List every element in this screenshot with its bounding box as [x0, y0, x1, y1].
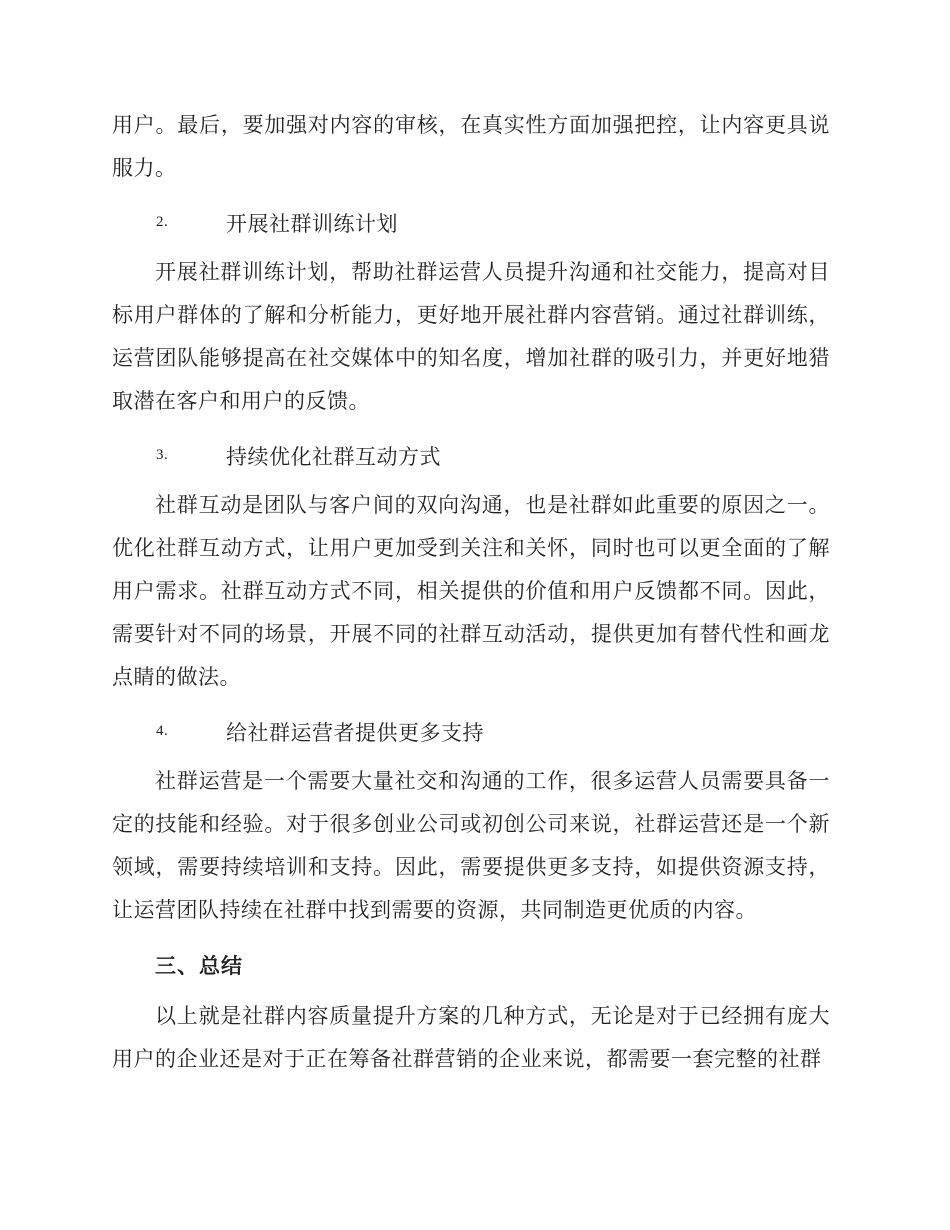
- list-number: 3.: [156, 447, 169, 463]
- spacer: [112, 932, 830, 936]
- list-title: 持续优化社群互动方式: [226, 444, 441, 469]
- summary-paragraph: 以上就是社群内容质量提升方案的几种方式，无论是对于已经拥有庞大用户的企业还是对于正在筹备社群营销的企业来说，都需要一套完整的社群: [112, 1004, 830, 1071]
- list-number: 2.: [156, 214, 169, 230]
- section-heading: 三、总结: [155, 954, 243, 978]
- list-item-heading: [112, 434, 830, 477]
- list-title: 给社群运营者提供更多支持: [226, 720, 484, 745]
- document-page: [112, 104, 830, 1081]
- list-item-body: 开展社群训练计划，帮助社群运营人员提升沟通和社交能力，提高对目标用户群体的了解和分析能力，更好地开展社群内容营销。通过社群训练，运营团队能够提高在社交媒体中的知名度，增加社群的吸引力，并更好地猎取潜在客户和用户的反馈。: [112, 260, 830, 413]
- list-number: 4.: [156, 723, 169, 739]
- list-item-body: 社群运营是一个需要大量社交和沟通的工作，很多运营人员需要具备一定的技能和经验。对于很多创业公司或初创公司来说，社群运营还是一个新领域，需要持续培训和支持。因此，需要提供更多支持，如提供资源支持，让运营团队持续在社群中找到需要的资源，共同制造更优质的内容。: [112, 769, 830, 922]
- list-item-body: 社群互动是团队与客户间的双向沟通，也是社群如此重要的原因之一。优化社群互动方式，让用户更加受到关注和关怀，同时也可以更全面的了解用户需求。社群互动方式不同，相关提供的价值和用户反馈都不同。因此，需要针对不同的场景，开展不同的社群互动活动，提供更加有替代性和画龙点睛的做法。: [112, 493, 830, 689]
- list-item-heading: [112, 201, 830, 244]
- list-item-heading: [112, 710, 830, 753]
- list-title: 开展社群训练计划: [226, 211, 398, 236]
- intro-paragraph: 用户。最后，要加强对内容的审核，在真实性方面加强把控，让内容更具说服力。: [112, 113, 830, 180]
